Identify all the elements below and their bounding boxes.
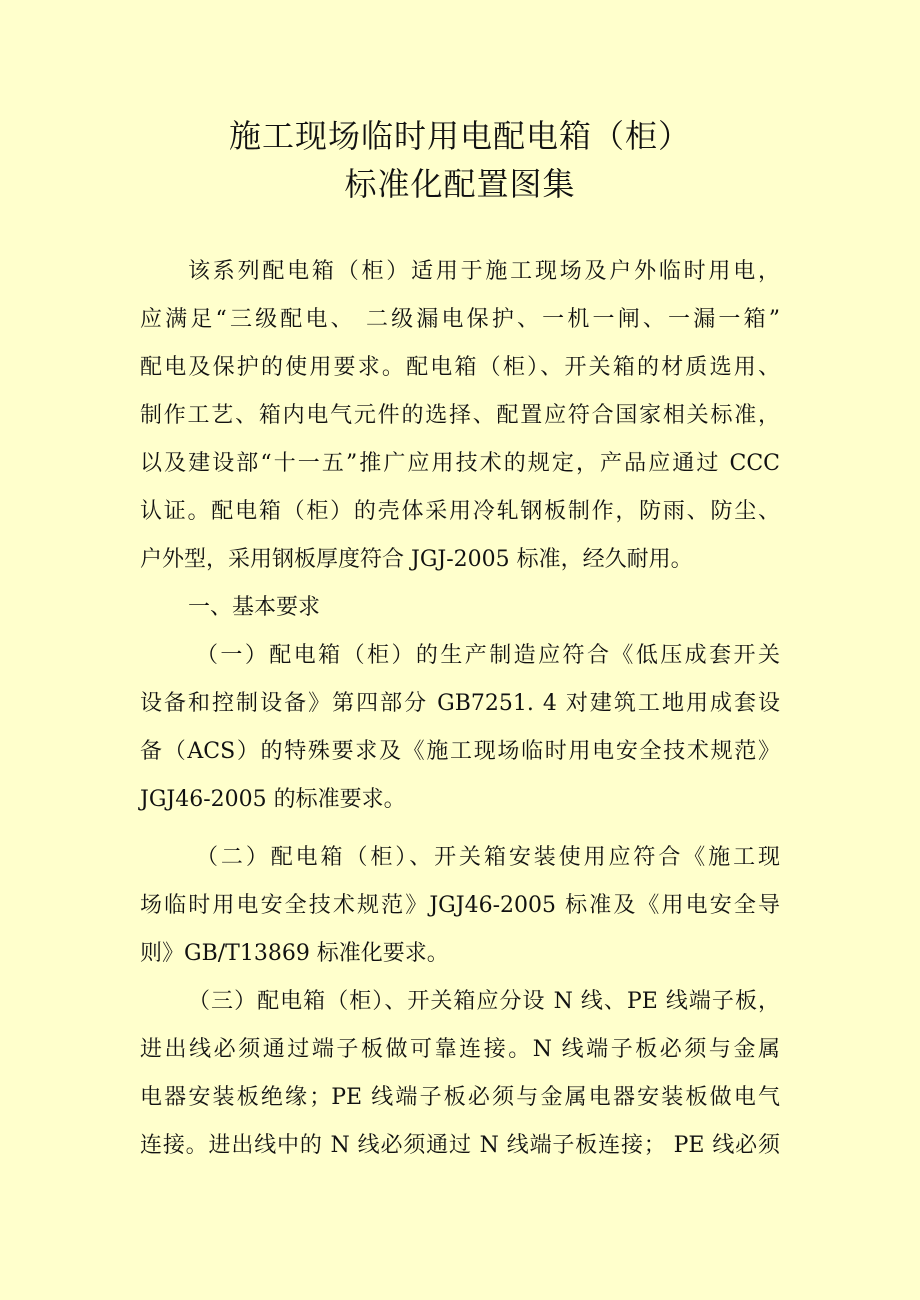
item2-line-1: （二）配电箱（柜）、开关箱安装使用应符合《施工现: [196, 845, 780, 870]
intro-line-6: 认证。配电箱（柜）的壳体采用冷轧钢板制作，防雨、防尘、: [140, 499, 780, 524]
item2-line-3: 则》GB/T13869 标准化要求。: [140, 941, 449, 966]
item3-line-2: 进出线必须通过端子板做可靠连接。N 线端子板必须与金属: [140, 1037, 780, 1062]
item1-line-2: 设备和控制设备》第四部分 GB7251. 4 对建筑工地用成套设: [140, 691, 780, 716]
document-title-line-2: 标准化配置图集: [344, 165, 576, 203]
intro-line-2: 应满足“三级配电、 二级漏电保护、一机一闸、一漏一箱”: [140, 307, 780, 332]
item3-line-1: （三）配电箱（柜）、开关箱应分设 N 线、PE 线端子板，: [188, 989, 780, 1014]
section-heading: 一、基本要求: [188, 595, 321, 620]
item3-line-4: 连接。进出线中的 N 线必须通过 N 线端子板连接； PE 线必须: [140, 1133, 780, 1158]
intro-line-5: 以及建设部“十一五”推广应用技术的规定，产品应通过 CCC: [140, 451, 780, 476]
intro-line-1: 该系列配电箱（柜）适用于施工现场及户外临时用电，: [188, 259, 780, 284]
intro-line-3: 配电及保护的使用要求。配电箱（柜）、开关箱的材质选用、: [140, 355, 780, 380]
document-title-line-1: 施工现场临时用电配电箱（柜）: [228, 117, 691, 155]
item1-line-4: JGJ46-2005 的标准要求。: [140, 787, 406, 812]
intro-line-4: 制作工艺、箱内电气元件的选择、配置应符合国家相关标准，: [140, 403, 780, 428]
item3-line-3: 电器安装板绝缘；PE 线端子板必须与金属电器安装板做电气: [140, 1085, 780, 1110]
item1-line-1: （一）配电箱（柜）的生产制造应符合《低压成套开关: [196, 643, 780, 668]
intro-line-7: 户外型，采用钢板厚度符合 JGJ-2005 标准，经久耐用。: [140, 547, 693, 572]
item1-line-3: 备（ACS）的特殊要求及《施工现场临时用电安全技术规范》: [140, 739, 780, 764]
item2-line-2: 场临时用电安全技术规范》JGJ46-2005 标准及《用电安全导: [140, 893, 780, 918]
